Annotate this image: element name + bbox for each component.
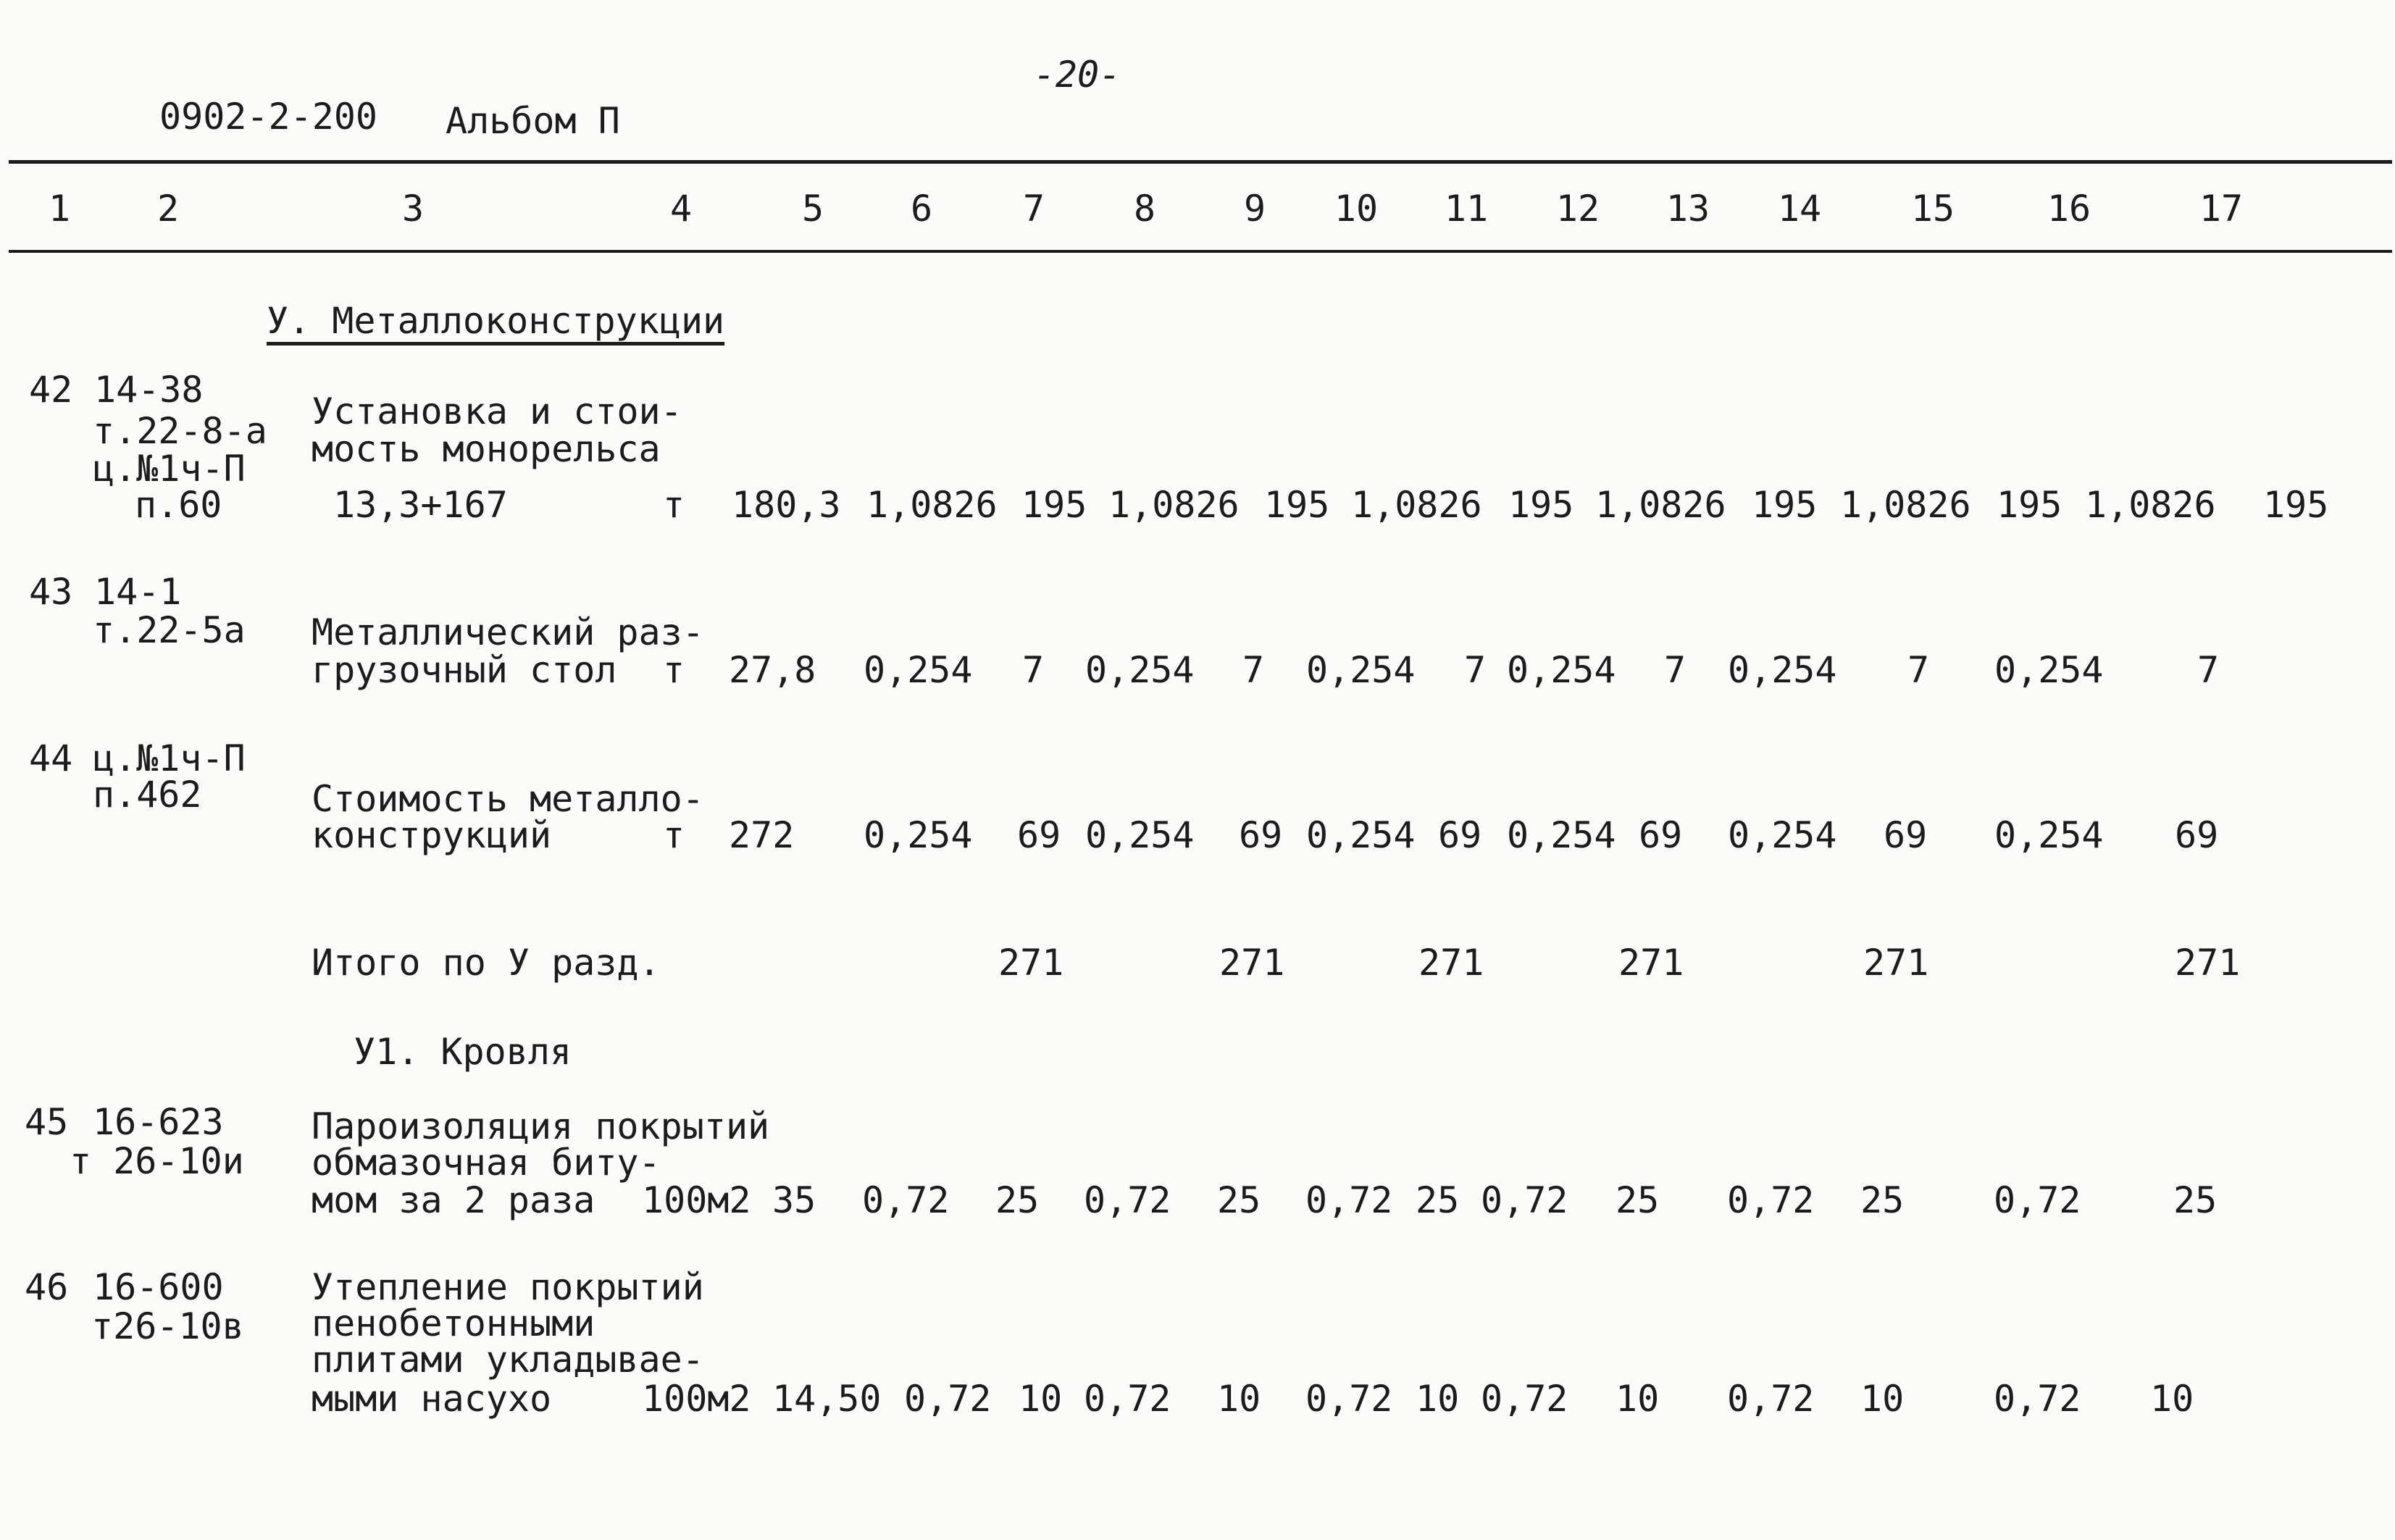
cell-value: 10 bbox=[1019, 1378, 1063, 1420]
cell-value: 0,254 bbox=[1728, 814, 1837, 856]
quantity: 27,8 bbox=[729, 649, 816, 691]
column-number: 9 bbox=[1243, 188, 1266, 230]
column-number: 12 bbox=[1555, 188, 1600, 230]
cell-value: 0,72 bbox=[1084, 1378, 1171, 1420]
cell-value: 7 bbox=[1463, 649, 1487, 691]
document-code: 0902-2-200 bbox=[159, 96, 378, 138]
total-value: 271 bbox=[998, 942, 1064, 984]
cell-value: 10 bbox=[1217, 1378, 1261, 1420]
album-label: Альбом П bbox=[446, 100, 620, 142]
item-description: грузочный стол bbox=[312, 649, 617, 691]
item-description: обмазочная биту- bbox=[312, 1142, 661, 1184]
quantity: 35 bbox=[772, 1179, 816, 1221]
cell-value: 0,254 bbox=[1306, 814, 1416, 856]
norm-code: 16-600 bbox=[93, 1266, 224, 1308]
cell-value: 0,72 bbox=[1481, 1179, 1568, 1221]
header-bottom-rule bbox=[9, 250, 2392, 253]
cell-value: 0,254 bbox=[1507, 814, 1616, 856]
cell-value: 0,254 bbox=[1085, 814, 1195, 856]
cell-value: 0,72 bbox=[1481, 1378, 1568, 1420]
cell-value: 0,72 bbox=[1305, 1378, 1393, 1420]
column-number: 7 bbox=[1022, 188, 1045, 230]
row-number: 42 bbox=[29, 369, 73, 411]
cell-value: 195 bbox=[1021, 484, 1087, 526]
item-description: мыми насухо bbox=[312, 1378, 552, 1420]
cell-value: 1,0826 bbox=[1840, 484, 1971, 526]
cell-value: 0,72 bbox=[904, 1378, 992, 1420]
cell-value: 25 bbox=[2173, 1179, 2218, 1221]
cell-value: 25 bbox=[1217, 1179, 1261, 1221]
item-description: Установка и стои- bbox=[312, 390, 682, 432]
total-value: 271 bbox=[1618, 942, 1684, 984]
cell-value: 0,254 bbox=[1306, 649, 1416, 691]
norm-code: т.22-8-а bbox=[93, 410, 267, 452]
norm-code: 14-38 bbox=[94, 369, 204, 411]
cell-value: 0,72 bbox=[1994, 1179, 2081, 1221]
cell-value: 7 bbox=[1663, 649, 1686, 691]
column-number: 17 bbox=[2199, 188, 2244, 230]
cell-value: 195 bbox=[1264, 484, 1330, 526]
cell-value: 1,0826 bbox=[2085, 484, 2216, 526]
cell-value: 69 bbox=[2175, 814, 2219, 856]
item-description: конструкций bbox=[312, 814, 552, 856]
unit: т bbox=[662, 484, 685, 526]
cell-value: 0,254 bbox=[1994, 814, 2104, 856]
column-number: 3 bbox=[401, 188, 425, 230]
total-value: 271 bbox=[1418, 942, 1484, 984]
column-number: 10 bbox=[1334, 188, 1379, 230]
norm-code: т26-10в bbox=[91, 1305, 244, 1347]
column-number: 6 bbox=[910, 188, 933, 230]
column-number: 4 bbox=[669, 188, 693, 230]
cell-value: 25 bbox=[995, 1179, 1040, 1221]
item-description: мом за 2 раза bbox=[312, 1179, 595, 1221]
cell-value: 25 bbox=[1416, 1179, 1460, 1221]
cell-value: 0,254 bbox=[864, 649, 973, 691]
norm-code: ц.№1ч-П bbox=[93, 737, 246, 779]
quantity: 180,3 bbox=[732, 484, 841, 526]
cell-value: 0,254 bbox=[1994, 649, 2104, 691]
cell-value: 69 bbox=[1017, 814, 1061, 856]
item-description: мость монорельса bbox=[312, 428, 661, 470]
cell-value: 195 bbox=[2263, 484, 2329, 526]
item-description: Утепление покрытий bbox=[312, 1266, 704, 1308]
cell-value: 195 bbox=[1752, 484, 1818, 526]
quantity: 272 bbox=[729, 814, 795, 856]
unit: т bbox=[662, 649, 685, 691]
cell-value: 0,254 bbox=[864, 814, 973, 856]
cell-value: 1,0826 bbox=[866, 484, 998, 526]
quantity: 14,50 bbox=[772, 1378, 882, 1420]
cell-value: 25 bbox=[1616, 1179, 1660, 1221]
cell-value: 10 bbox=[2150, 1378, 2194, 1420]
cell-value: 195 bbox=[1508, 484, 1574, 526]
item-description: Пароизоляция покрытий bbox=[312, 1105, 770, 1147]
cell-value: 7 bbox=[1021, 649, 1045, 691]
column-number: 14 bbox=[1777, 188, 1822, 230]
column-number: 8 bbox=[1133, 188, 1156, 230]
section-title: У. Металлоконструкции bbox=[267, 300, 725, 342]
cell-value: 1,0826 bbox=[1351, 484, 1482, 526]
cell-value: 1,0826 bbox=[1108, 484, 1240, 526]
cell-value: 0,254 bbox=[1507, 649, 1616, 691]
norm-code: т.22-5а bbox=[93, 609, 246, 651]
cell-value: 0,254 bbox=[1728, 649, 1837, 691]
cell-value: 69 bbox=[1639, 814, 1683, 856]
cell-value: 0,72 bbox=[862, 1179, 950, 1221]
cell-value: 195 bbox=[1997, 484, 2062, 526]
cell-value: 0,72 bbox=[1727, 1179, 1815, 1221]
cell-value: 7 bbox=[2197, 649, 2220, 691]
cell-value: 0,72 bbox=[1727, 1378, 1815, 1420]
column-number: 1 bbox=[48, 188, 71, 230]
cell-value: 7 bbox=[1907, 649, 1930, 691]
item-description: пенобетонными bbox=[312, 1302, 595, 1344]
cell-value: 7 bbox=[1242, 649, 1265, 691]
cell-value: 0,72 bbox=[1084, 1179, 1171, 1221]
total-value: 271 bbox=[1863, 942, 1929, 984]
row-number: 46 bbox=[25, 1266, 69, 1308]
item-description: Металлический раз- bbox=[312, 611, 704, 653]
cell-value: 0,72 bbox=[1305, 1179, 1393, 1221]
column-number: 5 bbox=[801, 188, 824, 230]
cell-value: 10 bbox=[1416, 1378, 1460, 1420]
unit: 100м2 bbox=[642, 1179, 751, 1221]
column-number: 13 bbox=[1665, 188, 1710, 230]
cell-value: 69 bbox=[1884, 814, 1928, 856]
row-number: 45 bbox=[25, 1101, 69, 1143]
row-number: 44 bbox=[29, 737, 73, 779]
item-description: Стоимость металло- bbox=[312, 778, 704, 820]
total-label: Итого по У разд. bbox=[312, 942, 661, 984]
norm-code: 14-1 bbox=[94, 571, 182, 613]
cell-value: 0,72 bbox=[1994, 1378, 2081, 1420]
cell-value: 69 bbox=[1239, 814, 1283, 856]
column-number: 16 bbox=[2047, 188, 2091, 230]
cell-value: 10 bbox=[1616, 1378, 1660, 1420]
cell-value: 69 bbox=[1438, 814, 1482, 856]
column-number: 11 bbox=[1444, 188, 1489, 230]
norm-code: 16-623 bbox=[93, 1101, 224, 1143]
unit: т bbox=[662, 814, 685, 856]
column-number: 15 bbox=[1910, 188, 1955, 230]
total-value: 271 bbox=[2175, 942, 2241, 984]
item-description: плитами укладывае- bbox=[312, 1339, 704, 1381]
header-top-rule bbox=[9, 160, 2392, 164]
total-value: 271 bbox=[1219, 942, 1285, 984]
cell-value: 25 bbox=[1860, 1179, 1905, 1221]
cell-value: 10 bbox=[1860, 1378, 1905, 1420]
norm-code: т 26-10и bbox=[70, 1140, 244, 1182]
norm-code: ц.№1ч-П bbox=[93, 448, 246, 490]
page-number: -20- bbox=[1033, 54, 1121, 96]
unit: 100м2 bbox=[642, 1378, 751, 1420]
row-number: 43 bbox=[29, 571, 73, 613]
section-title: У1. Кровля bbox=[354, 1031, 572, 1073]
column-number: 2 bbox=[156, 188, 180, 230]
norm-code: п.60 bbox=[135, 484, 222, 526]
cell-value: 0,254 bbox=[1085, 649, 1195, 691]
norm-code: п.462 bbox=[93, 774, 202, 816]
item-description: 13,3+167 bbox=[333, 484, 508, 526]
cell-value: 1,0826 bbox=[1595, 484, 1726, 526]
